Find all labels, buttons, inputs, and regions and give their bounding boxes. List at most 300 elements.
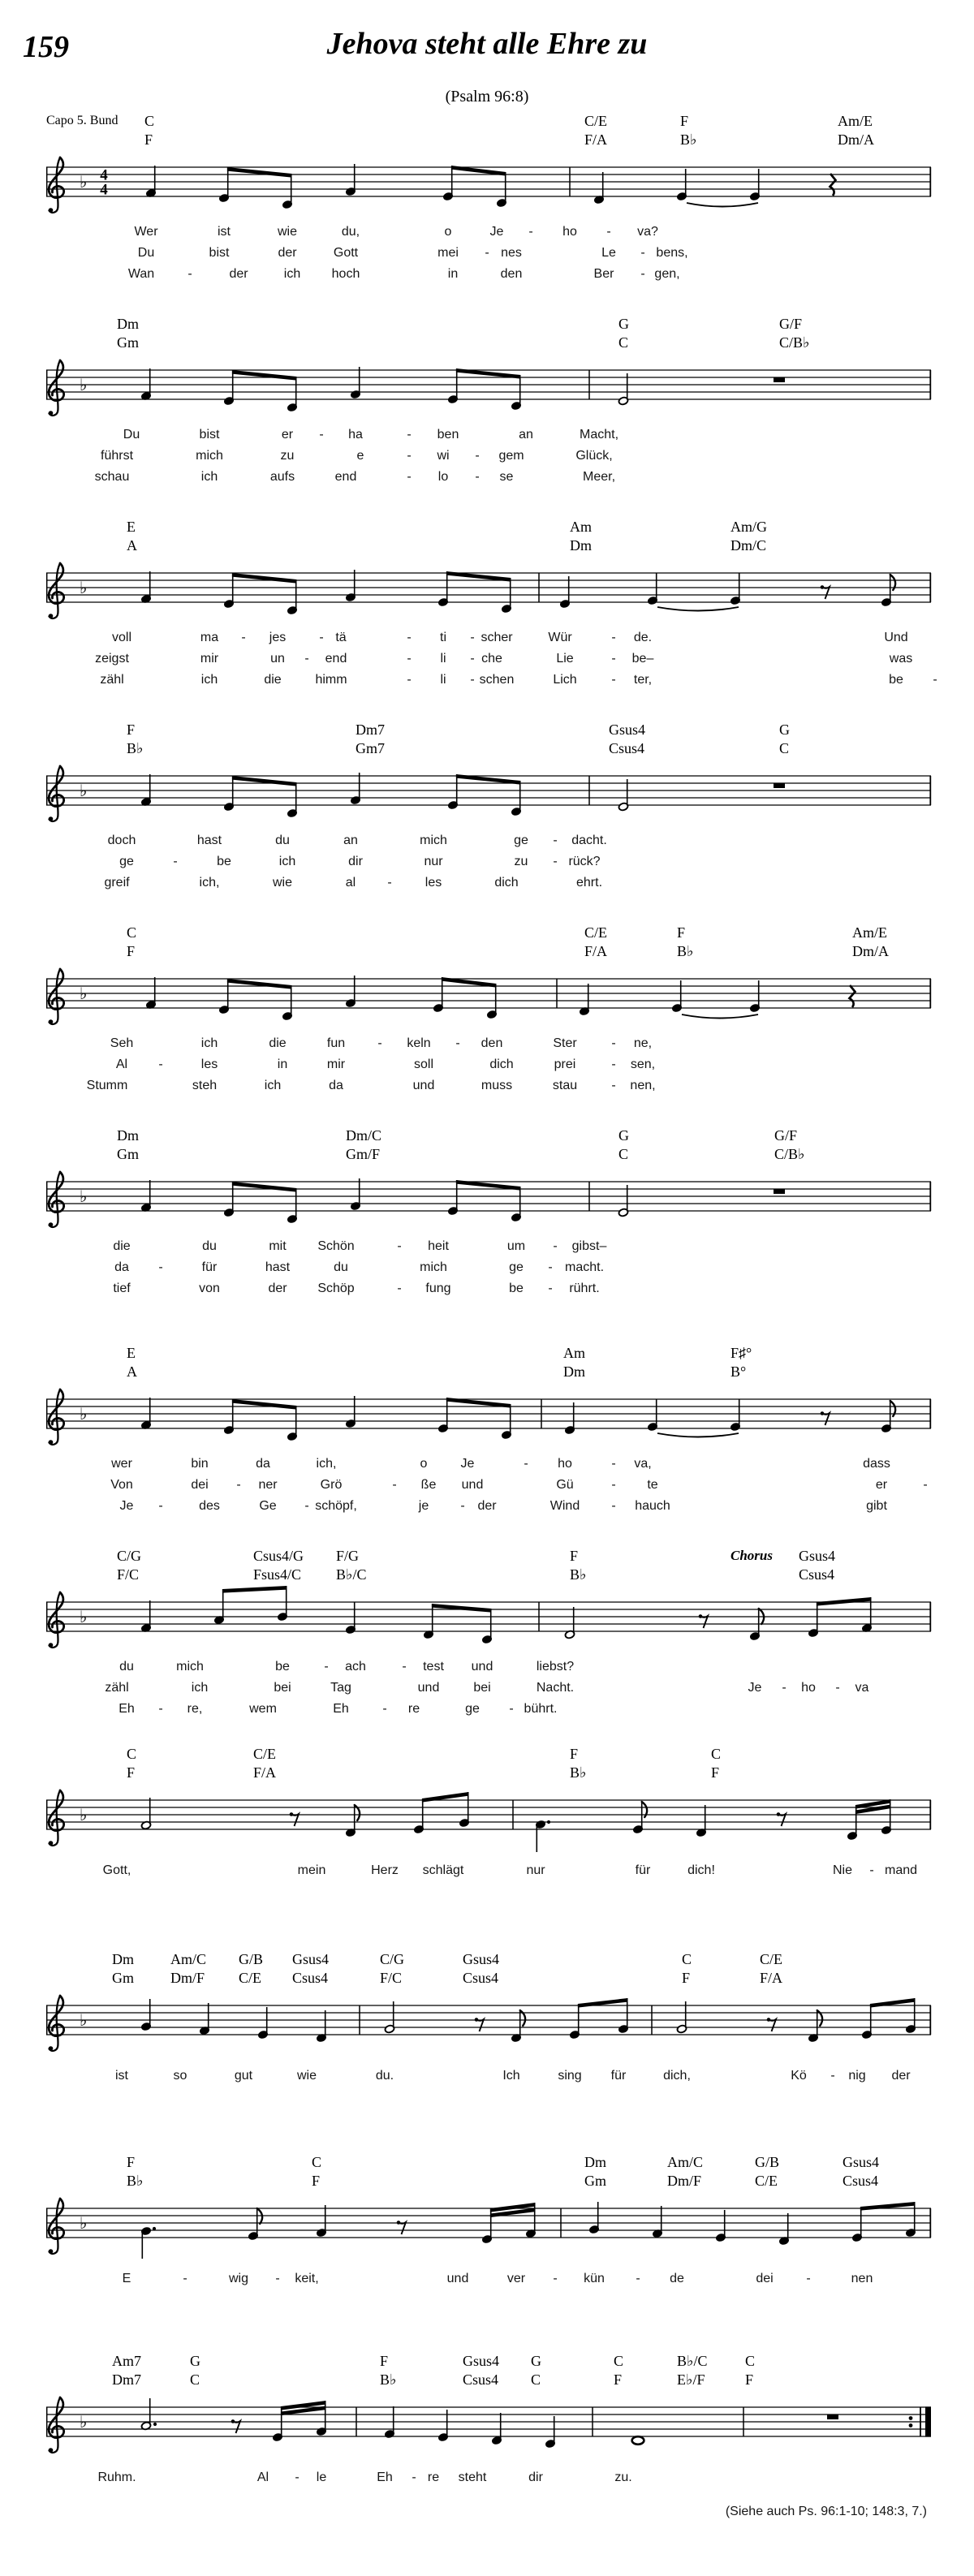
- lyric-syllable: zu.: [614, 2470, 632, 2484]
- lyric-syllable: da: [329, 1079, 343, 1092]
- lyric-syllable: dich,: [663, 2069, 691, 2083]
- treble-clef-icon: [49, 1389, 64, 1445]
- flat-sign: ♭: [80, 1609, 88, 1626]
- chord-symbol-capo: G: [779, 722, 790, 738]
- lyric-syllable: du: [119, 1660, 134, 1674]
- lyric-syllable: für: [610, 2069, 627, 2083]
- staff-system: [0, 1747, 974, 1933]
- augmentation-dot: [153, 2227, 156, 2230]
- lyric-syllable: schöpf,: [315, 1499, 357, 1513]
- lyric-syllable: er: [875, 1478, 888, 1492]
- lyric-syllable: des: [199, 1499, 220, 1513]
- lyric-syllable: Wan: [127, 267, 155, 281]
- flat-sign: ♭: [80, 1807, 88, 1824]
- lyric-syllable: -: [407, 631, 412, 644]
- lyric-syllable: führst: [100, 449, 134, 463]
- lyric-syllable: Le: [601, 246, 616, 260]
- chord-symbol: F: [711, 1764, 720, 1781]
- chord-symbol-capo: C: [682, 1951, 692, 1967]
- whole-note: [632, 2436, 644, 2445]
- lyric-syllable: fun: [326, 1036, 346, 1050]
- lyric-syllable: -: [528, 225, 533, 239]
- chord-symbol: Dm/C: [730, 537, 767, 554]
- lyric-syllable: der: [229, 267, 248, 281]
- chord-symbol: Dm: [563, 1363, 585, 1380]
- flat-sign: ♭: [80, 1406, 88, 1424]
- chord-symbol-capo: G/B: [239, 1951, 264, 1967]
- lyric-syllable: ner: [258, 1478, 278, 1492]
- chord-symbol: B♭/C: [336, 1566, 367, 1583]
- chord-symbol-capo: C: [127, 1746, 137, 1762]
- chord-symbol: F/A: [584, 943, 608, 959]
- lyric-syllable: da: [114, 1260, 129, 1274]
- treble-clef-icon: [49, 969, 64, 1024]
- chord-symbol: Dm/A: [838, 131, 874, 148]
- lyric-syllable: -: [553, 855, 558, 868]
- lyric-syllable: Tag: [330, 1681, 351, 1695]
- quarter-rest: [850, 985, 855, 1007]
- lyric-syllable: -: [475, 449, 480, 463]
- lyric-syllable: schau: [94, 470, 130, 484]
- lyric-syllable: -: [319, 631, 324, 644]
- tie: [657, 607, 739, 611]
- lyric-syllable: kün: [584, 2272, 605, 2285]
- lyric-syllable: den: [500, 267, 523, 281]
- chord-symbol: Gm/F: [346, 1146, 381, 1162]
- lyric-syllable: Ruhm.: [97, 2470, 136, 2484]
- lyric-syllable: bist: [199, 428, 220, 442]
- lyric-syllable: Je: [489, 225, 504, 239]
- lyric-syllable: ist: [115, 2069, 128, 2083]
- chord-symbol-capo: F: [570, 1548, 579, 1564]
- lyric-syllable: da: [256, 1457, 270, 1471]
- lyric-syllable: ne,: [633, 1036, 653, 1050]
- treble-clef-icon: [49, 1996, 64, 2051]
- lyric-syllable: te: [647, 1478, 658, 1492]
- lyric-syllable: Ich: [502, 2069, 520, 2083]
- beam: [860, 2202, 916, 2211]
- lyric-syllable: gen,: [654, 267, 680, 281]
- lyric-syllable: wer: [111, 1457, 132, 1471]
- song-scripture-theme: (Psalm 96:8): [445, 88, 529, 106]
- flat-sign: ♭: [80, 782, 88, 800]
- lyric-syllable: che: [481, 652, 502, 666]
- lyric-syllable: -: [158, 1702, 163, 1716]
- lyric-syllable: -: [485, 246, 489, 260]
- chord-symbol-capo: C/E: [584, 113, 608, 129]
- lyric-syllable: von: [199, 1282, 220, 1295]
- lyric-syllable: -: [183, 2272, 187, 2285]
- lyric-syllable: steh: [192, 1079, 218, 1092]
- chord-symbol-capo: C/E: [253, 1746, 277, 1762]
- lyric-syllable: E: [122, 2272, 131, 2285]
- lyric-syllable: je: [418, 1499, 429, 1513]
- lyric-syllable: li: [440, 673, 446, 687]
- lyric-syllable: -: [611, 1457, 616, 1471]
- tie: [682, 1014, 758, 1019]
- lyric-syllable: dich!: [687, 1863, 715, 1877]
- lyric-syllable: macht.: [564, 1260, 605, 1274]
- chord-symbol: B♭: [570, 1566, 587, 1583]
- half-rest: [827, 2415, 838, 2420]
- treble-clef-icon: [49, 2199, 64, 2254]
- chord-symbol-capo: G: [190, 2353, 200, 2369]
- treble-clef-icon: [49, 360, 64, 416]
- chord-symbol: F: [144, 131, 153, 148]
- chord-symbol: F: [127, 1764, 136, 1781]
- lyric-syllable: -: [275, 2272, 280, 2285]
- chord-symbol: Csus4: [609, 740, 645, 756]
- lyric-syllable: les: [425, 876, 442, 890]
- lyric-syllable: Eh: [119, 1702, 135, 1716]
- lyric-syllable: die: [264, 673, 282, 687]
- lyric-syllable: -: [923, 1478, 928, 1492]
- lyric-syllable: -: [611, 1058, 616, 1071]
- lyric-syllable: bens,: [656, 246, 688, 260]
- lyric-syllable: fung: [425, 1282, 451, 1295]
- chord-symbol: F/A: [760, 1970, 783, 1986]
- lyric-syllable: steht: [458, 2470, 487, 2484]
- lyric-syllable: Lie: [556, 652, 574, 666]
- beam: [578, 1998, 628, 2008]
- lyric-syllable: du,: [341, 225, 360, 239]
- chord-symbol-capo: F: [570, 1746, 579, 1762]
- lyric-syllable: schen: [479, 673, 515, 687]
- lyric-syllable: mich: [420, 1260, 447, 1274]
- lyric-syllable: Je: [460, 1457, 475, 1471]
- lyric-syllable: dei: [756, 2272, 774, 2285]
- lyric-syllable: -: [304, 652, 309, 666]
- lyric-syllable: -: [158, 1058, 163, 1071]
- chord-symbol-capo: G: [618, 316, 629, 332]
- lyric-syllable: ho: [801, 1681, 816, 1695]
- chord-symbol: B°: [730, 1363, 747, 1380]
- lyric-syllable: -: [377, 1036, 382, 1050]
- chord-symbol: C: [531, 2371, 541, 2388]
- chord-symbol-capo: C/G: [380, 1951, 405, 1967]
- lyric-syllable: ver: [506, 2272, 526, 2285]
- lyric-syllable: mir: [326, 1058, 346, 1071]
- lyric-syllable: Ber: [593, 267, 614, 281]
- chord-symbol: Csus4: [799, 1566, 835, 1583]
- lyric-syllable: -: [470, 631, 475, 644]
- lyric-syllable: ach: [345, 1660, 366, 1674]
- lyric-syllable: ge: [509, 1260, 524, 1274]
- lyric-syllable: Stumm: [86, 1079, 128, 1092]
- chord-symbol-capo: Dm7: [356, 722, 385, 738]
- repeat-dot: [909, 2423, 913, 2427]
- lyric-syllable: ti: [440, 631, 446, 644]
- beam: [232, 1182, 297, 1192]
- lyric-syllable: -: [173, 855, 178, 868]
- lyric-syllable: aufs: [269, 470, 295, 484]
- lyric-syllable: -: [553, 834, 558, 847]
- lyric-syllable: er: [281, 428, 294, 442]
- tie: [687, 203, 758, 207]
- lyric-syllable: -: [470, 673, 475, 687]
- chord-symbol-capo: Dm/C: [346, 1127, 382, 1144]
- lyric-syllable: -: [611, 652, 616, 666]
- chord-symbol: A: [127, 537, 137, 554]
- chord-symbol-capo: Am: [570, 519, 592, 535]
- chord-symbol: F/A: [253, 1764, 277, 1781]
- lyric-syllable: ho: [562, 225, 577, 239]
- lyric-syllable: bührt.: [524, 1702, 558, 1716]
- lyric-syllable: wie: [277, 225, 298, 239]
- lyric-syllable: ich: [200, 1036, 218, 1050]
- lyric-syllable: was: [889, 652, 913, 666]
- chorus-label: Chorus: [730, 1548, 773, 1563]
- chord-symbol: F/C: [380, 1970, 403, 1986]
- chord-symbol-capo: Dm: [117, 316, 139, 332]
- capo-label: Capo 5. Bund: [46, 114, 119, 127]
- lyric-syllable: -: [382, 1702, 387, 1716]
- lyric-syllable: voll: [111, 631, 132, 644]
- lyric-syllable: Ster: [553, 1036, 577, 1050]
- staff-svg: [0, 1383, 974, 1461]
- lyric-syllable: dei: [191, 1478, 209, 1492]
- beam: [432, 1604, 492, 1613]
- lyric-syllable: be–: [631, 652, 654, 666]
- lyric-syllable: die: [269, 1036, 287, 1050]
- lyric-syllable: mich: [176, 1660, 204, 1674]
- chord-symbol-capo: C/G: [117, 1548, 142, 1564]
- staff-svg: [0, 557, 974, 635]
- lyric-syllable: -: [407, 673, 412, 687]
- lyric-syllable: o: [420, 1457, 428, 1471]
- lyric-syllable: ich: [200, 470, 218, 484]
- chord-symbol: Csus4: [843, 2173, 879, 2189]
- lyric-syllable: be: [889, 673, 903, 687]
- chord-symbol-capo: Gsus4: [799, 1548, 836, 1564]
- lyric-syllable: Grö: [320, 1478, 343, 1492]
- lyric-syllable: -: [304, 1499, 309, 1513]
- lyric-syllable: Wer: [134, 225, 158, 239]
- lyric-syllable: -: [470, 652, 475, 666]
- chord-symbol: F: [682, 1970, 691, 1986]
- lyric-syllable: gut: [234, 2069, 253, 2083]
- lyric-syllable: Al: [256, 2470, 269, 2484]
- lyric-syllable: un: [270, 652, 285, 666]
- lyric-syllable: -: [397, 1282, 402, 1295]
- lyric-syllable: in: [447, 267, 459, 281]
- chord-symbol: Dm/A: [852, 943, 889, 959]
- chord-symbol-capo: Dm: [112, 1951, 134, 1967]
- lyric-syllable: bin: [191, 1457, 209, 1471]
- lyric-syllable: mand: [884, 1863, 918, 1877]
- lyric-syllable: va?: [637, 225, 658, 239]
- lyric-syllable: re,: [187, 1702, 203, 1716]
- lyric-syllable: dich: [489, 1058, 514, 1071]
- chord-symbol-capo: Gsus4: [843, 2154, 880, 2170]
- lyric-syllable: soll: [413, 1058, 434, 1071]
- chord-symbol-capo: Gsus4: [609, 722, 646, 738]
- lyric-syllable: Eh: [377, 2470, 393, 2484]
- staff-system: [0, 722, 974, 909]
- lyric-syllable: scher: [481, 631, 513, 644]
- chord-symbol-capo: E: [127, 519, 136, 535]
- lyric-syllable: bei: [473, 1681, 491, 1695]
- chord-symbol-capo: C: [745, 2353, 756, 2369]
- chord-symbol: C/B♭: [774, 1146, 805, 1162]
- see-also-reference: (Siehe auch Ps. 96:1-10; 148:3, 7.): [725, 2505, 927, 2518]
- lyric-syllable: li: [440, 652, 446, 666]
- lyric-syllable: rück?: [568, 855, 601, 868]
- lyric-syllable: stau: [552, 1079, 578, 1092]
- song-title: Jehova steht alle Ehre zu: [326, 27, 648, 61]
- chord-symbol: Csus4: [463, 1970, 499, 1986]
- lyric-syllable: hoch: [331, 267, 360, 281]
- chord-symbol-capo: C/E: [760, 1951, 783, 1967]
- lyric-syllable: Lich: [553, 673, 577, 687]
- staff-system: [0, 114, 974, 300]
- tie: [657, 1433, 739, 1437]
- chord-symbol: C: [779, 740, 790, 756]
- lyric-syllable: mein: [297, 1863, 326, 1877]
- chord-symbol: Gm: [112, 1970, 134, 1986]
- beam: [232, 776, 297, 786]
- lyric-syllable: -: [407, 470, 412, 484]
- chord-symbol: C/E: [755, 2173, 778, 2189]
- treble-clef-icon: [49, 1592, 64, 1648]
- flat-sign: ♭: [80, 1188, 88, 1206]
- lyric-syllable: du: [275, 834, 290, 847]
- lyric-syllable: end: [334, 470, 357, 484]
- lyric-syllable: nen,: [630, 1079, 656, 1092]
- lyric-syllable: Du: [137, 246, 155, 260]
- lyric-syllable: der: [268, 1282, 287, 1295]
- lyric-syllable: wig: [228, 2272, 249, 2285]
- lyric-syllable: -: [553, 2272, 558, 2285]
- lyric-syllable: -: [636, 2272, 640, 2285]
- beam: [227, 979, 292, 989]
- chord-symbol-capo: B♭/C: [677, 2353, 708, 2369]
- half-rest: [774, 1190, 785, 1195]
- chord-symbol: F: [745, 2371, 754, 2388]
- lyric-syllable: re: [427, 2470, 440, 2484]
- chord-symbol-capo: C: [614, 2353, 624, 2369]
- chord-symbol: Dm/F: [170, 1970, 205, 1986]
- chord-symbol: C: [190, 2371, 200, 2388]
- lyric-syllable: -: [611, 631, 616, 644]
- lyric-syllable: Ge: [259, 1499, 277, 1513]
- staff-system: [0, 2155, 974, 2341]
- chord-symbol-capo: E: [127, 1345, 136, 1361]
- lyric-syllable: Nacht.: [536, 1681, 575, 1695]
- treble-clef-icon: [49, 766, 64, 821]
- treble-clef-icon: [49, 157, 64, 213]
- lyric-syllable: den: [481, 1036, 503, 1050]
- lyric-syllable: an: [343, 834, 358, 847]
- lyric-syllable: mei: [437, 246, 459, 260]
- chord-symbol: F: [127, 943, 136, 959]
- lyric-syllable: der: [891, 2069, 911, 2083]
- lyric-syllable: sing: [558, 2069, 582, 2083]
- lyric-syllable: -: [606, 225, 611, 239]
- chord-symbol: B♭: [127, 2173, 144, 2189]
- lyric-syllable: ich,: [316, 1457, 337, 1471]
- lyric-syllable: -: [158, 1260, 163, 1274]
- lyric-syllable: Glück,: [575, 449, 613, 463]
- lyric-syllable: Kö: [791, 2069, 807, 2083]
- lyric-syllable: du: [334, 1260, 348, 1274]
- chord-symbol-capo: G: [618, 1127, 629, 1144]
- chord-symbol-capo: C: [711, 1746, 722, 1762]
- augmentation-dot: [153, 2423, 157, 2426]
- chord-symbol-capo: C: [312, 2154, 322, 2170]
- lyric-syllable: -: [158, 1499, 163, 1513]
- chord-symbol-capo: C/E: [584, 924, 608, 941]
- lyric-syllable: be: [275, 1660, 290, 1674]
- beam: [232, 1399, 297, 1410]
- chord-symbol: A: [127, 1363, 137, 1380]
- lyric-syllable: ge: [119, 855, 134, 868]
- lyric-syllable: ich: [191, 1681, 209, 1695]
- chord-symbol-capo: G/F: [779, 316, 803, 332]
- lyric-syllable: de: [670, 2272, 684, 2285]
- lyric-syllable: mit: [269, 1239, 287, 1253]
- lyric-syllable: e: [356, 449, 364, 463]
- beam: [232, 573, 297, 584]
- lyric-syllable: -: [387, 876, 392, 890]
- flat-sign: ♭: [80, 2414, 88, 2432]
- flat-sign: ♭: [80, 2215, 88, 2233]
- chord-symbol-capo: F♯°: [730, 1345, 752, 1361]
- lyric-syllable: Gott,: [102, 1863, 131, 1877]
- flat-sign: ♭: [80, 985, 88, 1003]
- chord-symbol: F: [312, 2173, 321, 2189]
- lyric-syllable: dich: [494, 876, 519, 890]
- lyric-syllable: du.: [375, 2069, 394, 2083]
- chord-symbol-capo: G/F: [774, 1127, 798, 1144]
- lyric-syllable: bei: [274, 1681, 291, 1695]
- lyric-syllable: -: [397, 1239, 402, 1253]
- lyric-syllable: hast: [196, 834, 222, 847]
- lyric-syllable: schlägt: [422, 1863, 464, 1877]
- treble-clef-icon: [49, 1790, 64, 1846]
- chord-symbol-capo: Am/E: [838, 113, 873, 129]
- staff-system: [0, 925, 974, 1112]
- chord-symbol-capo: F: [677, 924, 686, 941]
- lyric-syllable: und: [471, 1660, 493, 1674]
- staff-svg: [0, 1586, 974, 1664]
- lyric-syllable: ich: [200, 673, 218, 687]
- lyric-syllable: Je: [748, 1681, 762, 1695]
- chord-symbol: B♭: [380, 2371, 397, 2388]
- chord-symbol-capo: G/B: [755, 2154, 780, 2170]
- staff-svg: [0, 760, 974, 838]
- lyric-syllable: nen: [851, 2272, 873, 2285]
- chord-symbol: Fsus4/C: [253, 1566, 302, 1583]
- chord-symbol: B♭: [570, 1764, 587, 1781]
- lyric-syllable: und: [461, 1478, 484, 1492]
- lyric-syllable: zähl: [105, 1681, 129, 1695]
- lyric-syllable: ha: [348, 428, 363, 442]
- chord-symbol-capo: Gsus4: [463, 2353, 500, 2369]
- lyric-syllable: an: [519, 428, 533, 442]
- lyric-syllable: muss: [481, 1079, 513, 1092]
- lyric-syllable: Und: [884, 631, 908, 644]
- chord-symbol: Dm/F: [667, 2173, 702, 2189]
- staff-system: [0, 1549, 974, 1735]
- chord-symbol: F: [614, 2371, 623, 2388]
- lyric-syllable: test: [423, 1660, 444, 1674]
- chord-symbol-capo: Am: [563, 1345, 585, 1361]
- chord-symbol-capo: F: [127, 2154, 136, 2170]
- lyric-syllable: greif: [104, 876, 130, 890]
- lyric-syllable: zeigst: [95, 652, 129, 666]
- lyric-syllable: Macht,: [579, 428, 619, 442]
